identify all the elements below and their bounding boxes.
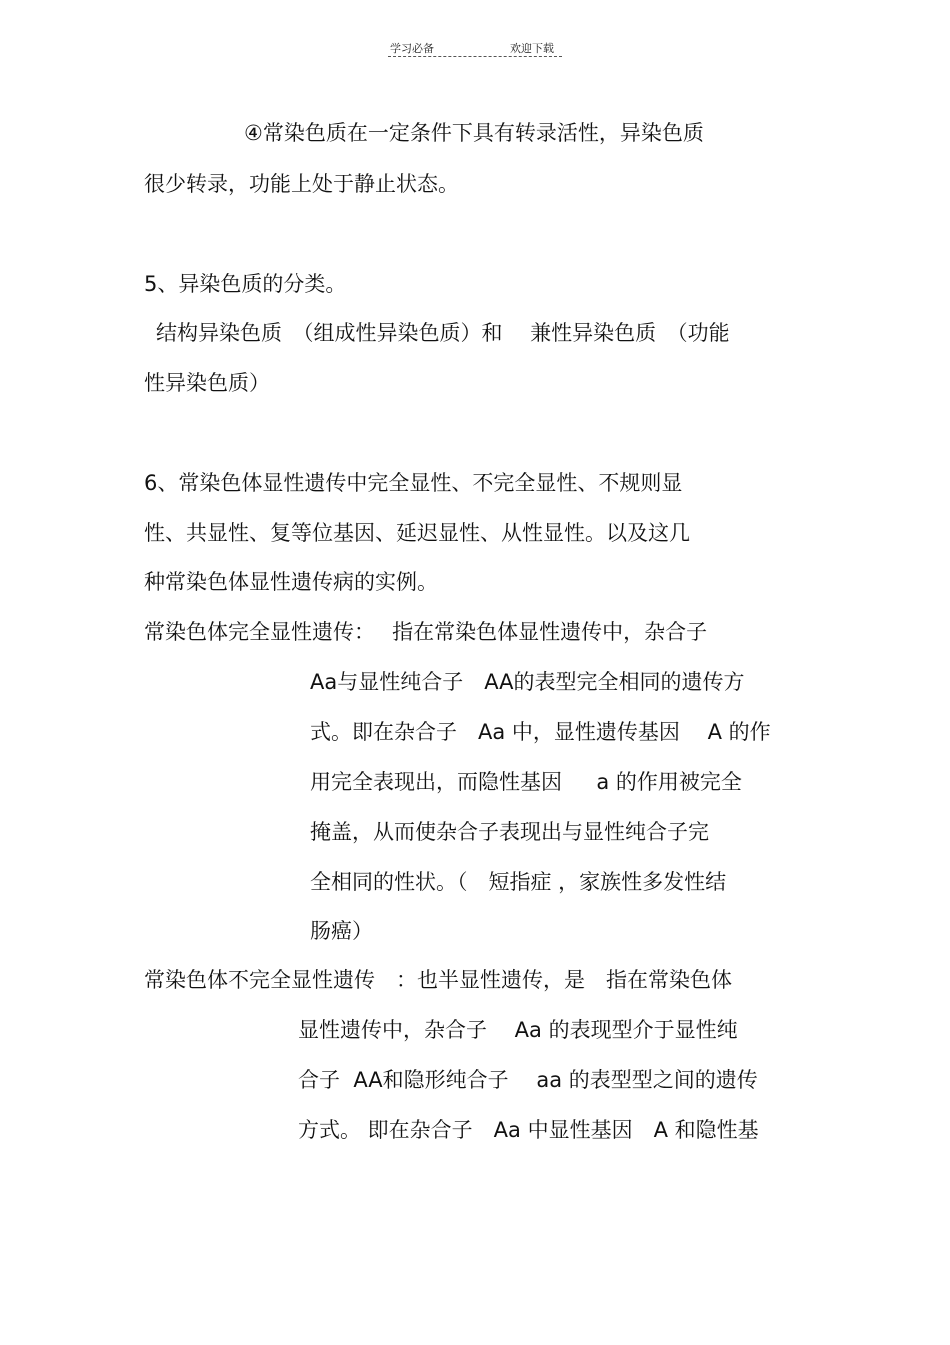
text-line: 全相同的性状。（ 短指症 ，家族性多发性结 bbox=[310, 870, 727, 894]
text-line: 肠癌） bbox=[310, 919, 373, 943]
header-left-text: 学习必备 bbox=[390, 42, 434, 55]
text-line: 很少转录，功能上处于静止状态。 bbox=[144, 172, 459, 196]
section-heading: 5、异染色质的分类。 bbox=[144, 272, 347, 296]
section-heading: 6、常染色体显性遗传中完全显性、不完全显性、不规则显 bbox=[144, 471, 683, 495]
text-line: 性、共显性、复等位基因、延迟显性、从性显性。以及这几 bbox=[144, 521, 690, 545]
text-line: 结构异染色质 （组成性异染色质）和 兼性异染色质 （功能 bbox=[156, 321, 730, 345]
page-header bbox=[388, 38, 562, 57]
text-line: ④常染色质在一定条件下具有转录活性，异染色质 bbox=[244, 121, 704, 145]
text-line: 合子 AA和隐形纯合子 aa 的表型型之间的遗传 bbox=[298, 1068, 758, 1092]
text-line: 掩盖，从而使杂合子表现出与显性纯合子完 bbox=[310, 820, 709, 844]
text-line: 方式。 即在杂合子 Aa 中显性基因 A 和隐性基 bbox=[298, 1118, 759, 1142]
text-line: 显性遗传中，杂合子 Aa 的表现型介于显性纯 bbox=[298, 1018, 738, 1042]
definition-term: 常染色体不完全显性遗传 ：也半显性遗传，是 指在常染色体 bbox=[144, 968, 732, 992]
header-right-text: 欢迎下载 bbox=[510, 42, 554, 55]
definition-term: 常染色体完全显性遗传： 指在常染色体显性遗传中，杂合子 bbox=[144, 620, 708, 644]
text-line: Aa与显性纯合子 AA的表型完全相同的遗传方 bbox=[310, 670, 745, 694]
text-line: 用完全表现出，而隐性基因 a 的作用被完全 bbox=[310, 770, 742, 794]
text-line: 性异染色质） bbox=[144, 371, 270, 395]
text-line: 式。即在杂合子 Aa 中，显性遗传基因 A 的作 bbox=[310, 720, 771, 744]
text-line: 种常染色体显性遗传病的实例。 bbox=[144, 570, 438, 594]
